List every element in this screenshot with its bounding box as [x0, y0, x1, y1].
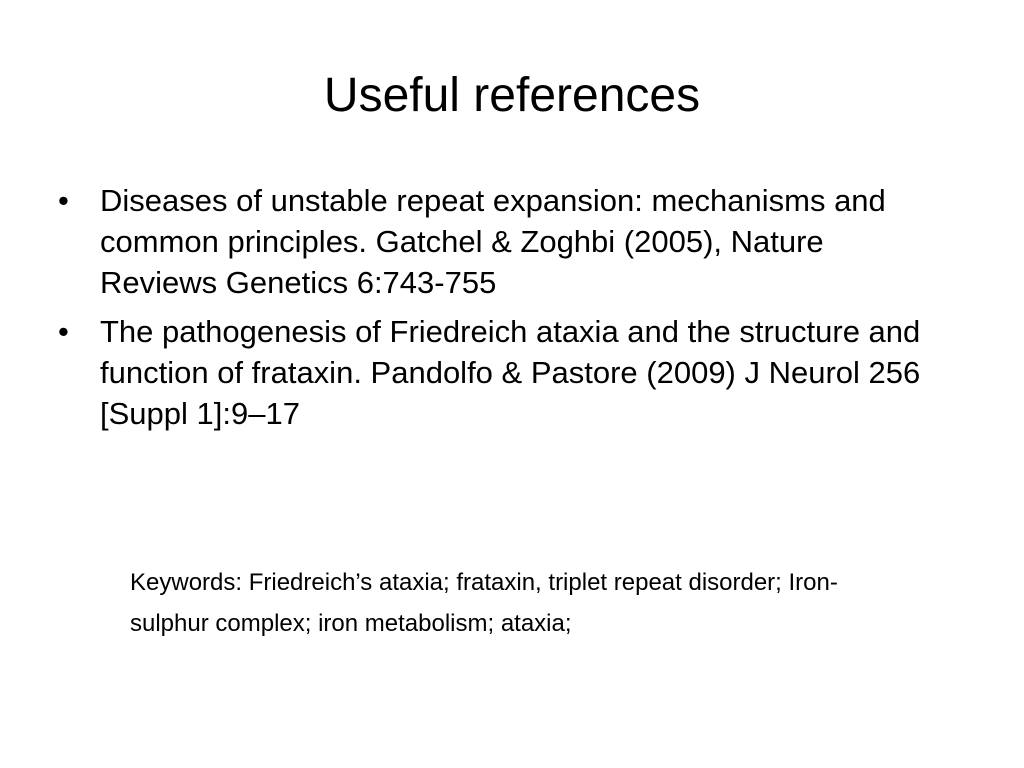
reference-text: Diseases of unstable repeat expansion: mechanisms and common principles. Gatchel & Zoghbi (2005), Nature Reviews Genetics 6:743-755: [100, 183, 886, 300]
reference-item: [58, 180, 938, 303]
keywords-text: Keywords: Friedreich’s ataxia; frataxin, triplet repeat disorder; Iron-sulphur complex; iron metabolism; ataxia;: [130, 569, 838, 637]
reference-item: [58, 311, 938, 434]
reference-text: The pathogenesis of Friedreich ataxia and the structure and function of frataxin. Pandolfo & Pastore (2009) J Neurol 256 [Suppl 1]:9–17: [100, 314, 921, 431]
reference-list: [58, 180, 938, 442]
slide-title: Useful references: [323, 69, 701, 122]
bullet-icon: •: [58, 183, 69, 218]
bullet-icon: •: [58, 314, 69, 349]
